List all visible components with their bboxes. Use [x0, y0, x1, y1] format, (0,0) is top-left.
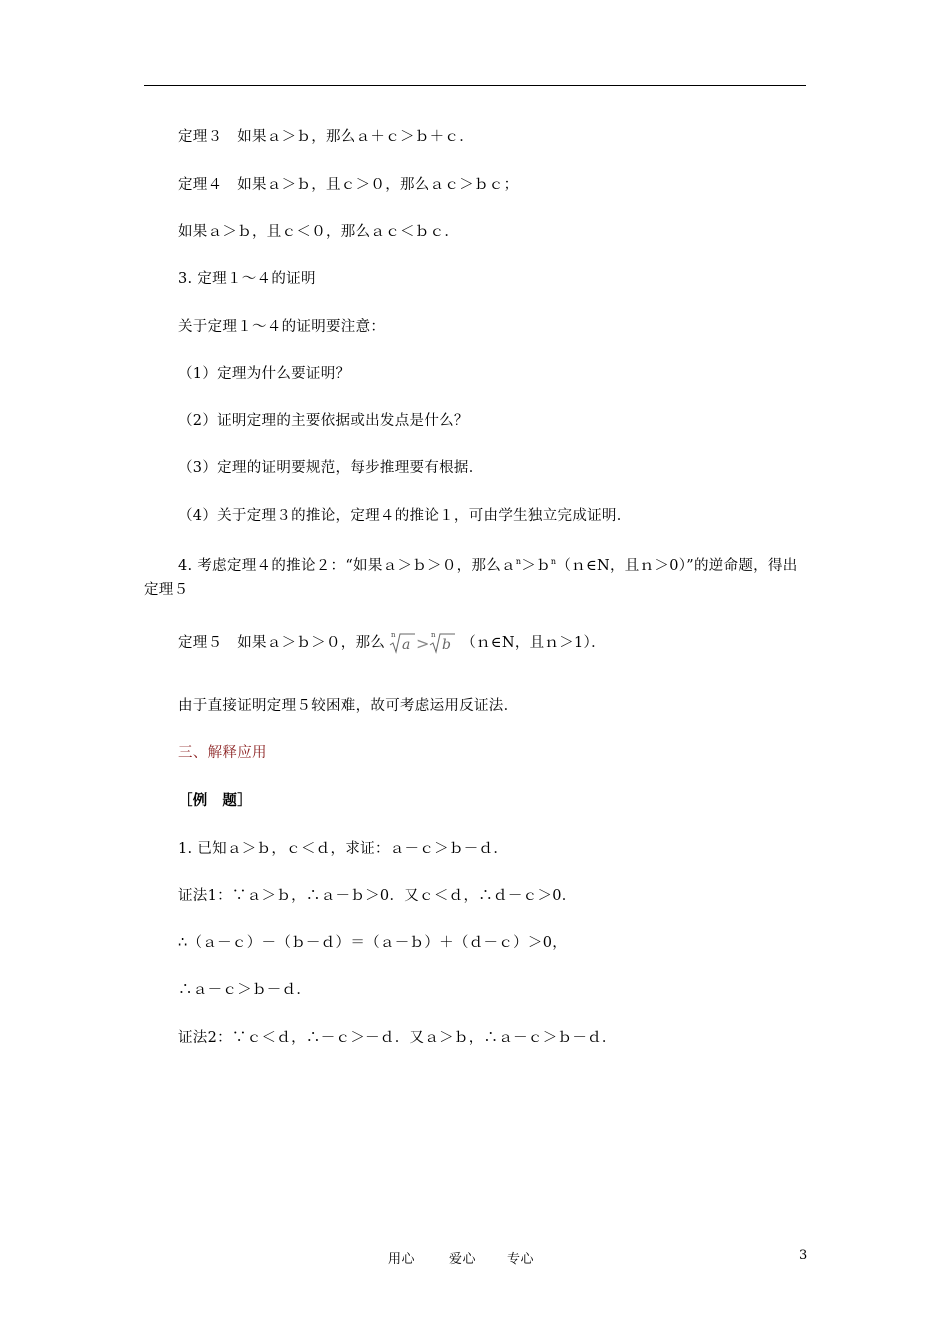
section-three-heading: 三、解释应用 [178, 745, 267, 761]
svg-text:a: a [402, 637, 411, 653]
footer-motto-1: 用心 [388, 1252, 416, 1267]
example-heading: ［例 题］ [178, 792, 252, 809]
page-number: 3 [799, 1248, 808, 1263]
theorem-4b: 如果ａ＞ｂ，且ｃ＜０，那么ａｃ＜ｂｃ． [178, 224, 460, 240]
note-4: （4）关于定理３的推论，定理４的推论１，可由学生独立完成证明． [178, 508, 632, 524]
proof-1-line-3: ∴ａ－ｃ＞ｂ－ｄ． [178, 982, 312, 998]
reason-line: 由于直接证明定理５较困难，故可考虑运用反证法． [178, 698, 519, 714]
proof-2: 证法2：∵ｃ＜ｄ，∴－ｃ＞－ｄ．又ａ＞ｂ，∴ａ－ｃ＞ｂ－ｄ． [178, 1030, 617, 1046]
note-1: （1）定理为什么要证明？ [178, 366, 351, 382]
header-rule [144, 85, 806, 86]
svg-text:>: > [416, 634, 430, 653]
svg-text:b: b [442, 637, 452, 653]
note-3: （3）定理的证明要规范，每步推理要有根据． [178, 460, 484, 476]
proof-1-line-2: ∴（ａ－ｃ）－（ｂ－ｄ）＝（ａ－ｂ）＋（ｄ－ｃ）＞0， [178, 935, 568, 951]
section-4-paragraph: 4. 考虑定理４的推论２：“如果ａ＞ｂ＞０，那么ａ$^n$＞ｂ$^n$（ｎ∈N，且ｎ＞0）”的逆命题，得出定理５ [144, 557, 798, 598]
svg-text:n: n [431, 631, 437, 639]
section-3-intro: 关于定理１～４的证明要注意： [178, 319, 386, 335]
theorem-4a: 定理４ 如果ａ＞ｂ，且ｃ＞０，那么ａｃ＞ｂｃ； [178, 177, 519, 193]
example-1: 1. 已知ａ＞ｂ，ｃ＜ｄ，求证：ａ－ｃ＞ｂ－ｄ． [178, 841, 509, 857]
theorem-3: 定理３ 如果ａ＞ｂ，那么ａ＋ｃ＞ｂ＋ｃ． [178, 129, 474, 145]
section-3-title: 3. 定理１～４的证明 [178, 271, 316, 287]
svg-text:n: n [391, 631, 397, 639]
footer-motto-3: 专心 [507, 1252, 535, 1267]
nth-root-inequality [389, 630, 457, 656]
theorem-5: 定理５ 如果ａ＞ｂ＞０，那么 n a > n b （ｎ∈N，且ｎ＞1）． [178, 630, 606, 656]
proof-1-line-1: 证法1：∵ａ＞ｂ，∴ａ－ｂ＞0．又ｃ＜ｄ，∴ｄ－ｃ＞0． [178, 888, 577, 904]
footer-motto-2: 爱心 [449, 1252, 477, 1267]
note-2: （2）证明定理的主要依据或出发点是什么？ [178, 413, 469, 429]
